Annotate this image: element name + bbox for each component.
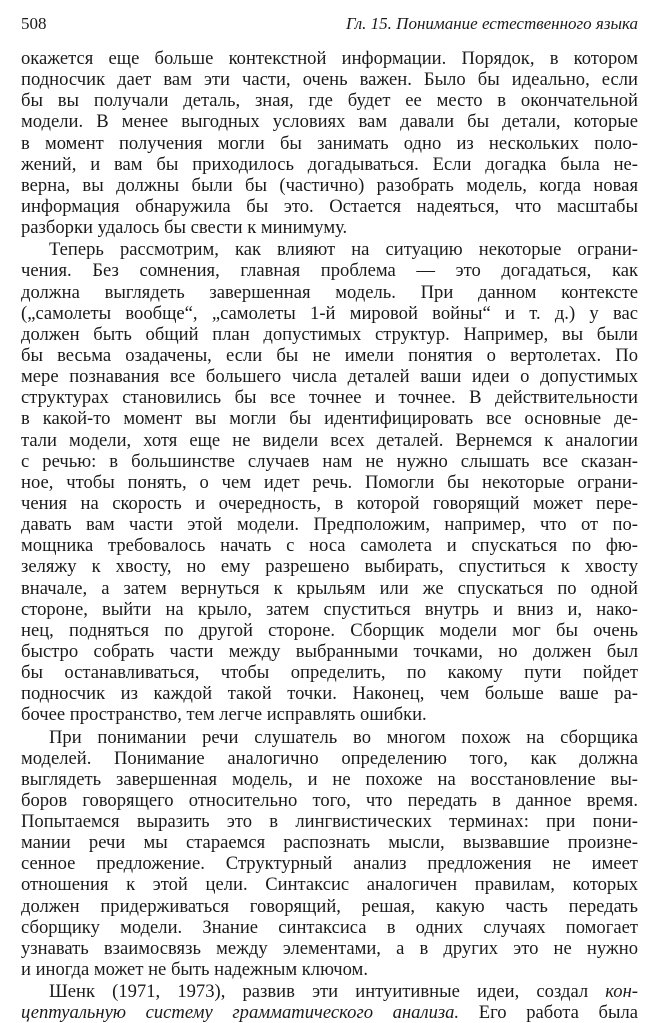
body-text: [21, 48, 638, 1023]
page-number: 508: [21, 14, 47, 33]
running-head: Гл. 15. Понимание естественного языка: [345, 14, 638, 33]
text-line: и иногда может не быть надежным ключом.: [21, 959, 368, 981]
text-line: Попытаемся выразить это в лингвистических терминах: при пони-: [21, 811, 638, 833]
text-line: бы весьма озадачены, если бы не имели понятия о вертолетах. По: [21, 344, 638, 366]
text-line: должен придерживаться говорящий, решая, какую часть передать: [21, 895, 638, 917]
paragraph-3: [21, 727, 638, 981]
text-line: подносчик дает вам эти части, очень важен. Было бы идеально, если: [21, 69, 638, 91]
text-line: жений, и вам бы приходилось догадываться. Если догадка была не-: [21, 153, 638, 175]
text-line: сборщику модели. Знание синтаксиса в одних случаях помогает: [21, 916, 638, 938]
text-line: чения. Без сомнения, главная проблема — это догадаться, как: [21, 260, 638, 282]
text-line: бы останавливаться, чтобы определить, по какому пути пойдет: [21, 662, 638, 684]
text-line: должен быть общий план допустимых структур. Например, вы были: [21, 323, 638, 345]
text-line: узнавать взаимосвязь между элементами, а в других это не нужно: [21, 937, 638, 959]
text-line: выглядеть завершенная модель, и не похоже на восстановление вы-: [21, 768, 638, 790]
text-line: модели. В менее выгодных условиях вам давали бы детали, которые: [21, 111, 638, 133]
text-line: моделей. Понимание аналогично определению того, как должна: [21, 747, 638, 769]
text-line: тали модели, хотя еще не видели всех деталей. Вернемся к аналогии: [21, 429, 638, 451]
text-line: информация обнаружила бы это. Остается надеяться, что масштабы: [21, 195, 638, 217]
text-line: нец, подняться по другой стороне. Сборщик модели мог бы очень: [21, 619, 638, 641]
text-line: Теперь рассмотрим, как влияют на ситуацию некоторые ограни-: [49, 239, 638, 261]
text-run: Шенк (1971, 1973), развив эти интуитивные идеи, создал: [49, 981, 606, 1003]
text-line: отношения к этой цели. Синтаксис аналогичен правилам, которых: [21, 874, 638, 896]
text-line: подносчик из каждой такой точки. Наконец, чем больше ваше ра-: [21, 683, 638, 705]
text-line: чения на скорость и очередность, в которой говорящий может пере-: [21, 492, 638, 514]
text-line: давать вам части этой модели. Предположим, например, что от по-: [21, 514, 638, 536]
text-line: вначале, а затем вернуться к крыльям или же спускаться по одной: [21, 577, 638, 599]
text-line: верна, вы должны были бы (частично) разобрать модель, когда новая: [21, 174, 638, 196]
text-line: [21, 981, 638, 1002]
text-line: сенное предложение. Структурный анализ предложения не имеет: [21, 853, 638, 875]
text-line: должна выглядеть завершенная модель. При данном контексте: [21, 281, 638, 303]
text-line: мощника требовалось начать с носа самолета и спускаться по фю-: [21, 535, 638, 557]
text-line: бы вы получали деталь, зная, где будет ее место в окончательной: [21, 90, 638, 112]
text-line: зеляжу к хвосту, но ему разрешено выбирать, спуститься к хвосту: [21, 556, 638, 578]
text-line: боров говорящего относительно того, что передать в данное время.: [21, 789, 638, 811]
text-line: бочее пространство, тем легче исправлять ошибки.: [21, 704, 427, 726]
text-line: стороне, выйти на крыло, затем спуститься внутрь и вниз и, нако-: [21, 598, 638, 620]
text-line: („самолеты вообще“, „самолеты 1-й мировой войны“ и т. д.) у вас: [21, 302, 638, 324]
text-line: мере познавания все большего числа деталей ваши идеи о допустимых: [21, 366, 638, 388]
text-run: Его работа была: [459, 1002, 639, 1023]
text-line: в какой-то момент вы могли бы идентифицировать все основные де-: [21, 408, 638, 430]
text-line: в момент получения могли бы занимать одно из нескольких поло-: [21, 132, 638, 154]
text-line: окажется еще больше контекстной информации. Порядок, в котором: [21, 48, 638, 69]
text-line: с речью: в большинстве случаев нам не нужно слышать все сказан-: [21, 450, 638, 472]
paragraph-1: [21, 48, 638, 238]
text-line: При понимании речи слушатель во многом похож на сборщика: [49, 726, 638, 748]
text-line: [21, 1002, 638, 1023]
text-line: мании речи мы стараемся распознать мысли, вызвавшие произне-: [21, 832, 638, 854]
page-header: [21, 12, 638, 36]
text-line: разборки удалось бы свести к минимуму.: [21, 217, 348, 239]
paragraph-4: [21, 981, 638, 1023]
text-line: быстро собрать части между выбранными точками, но должен был: [21, 640, 638, 662]
text-line: ное, чтобы понять, о чем идет речь. Помогли бы некоторые ограни-: [21, 471, 638, 493]
paragraph-2: [21, 239, 638, 725]
italic-term: кон-: [605, 981, 638, 1003]
italic-term: цептуальную систему грамматического анализа.: [21, 1002, 460, 1023]
text-line: структурах становились бы все точнее и точнее. В действительности: [21, 387, 638, 409]
